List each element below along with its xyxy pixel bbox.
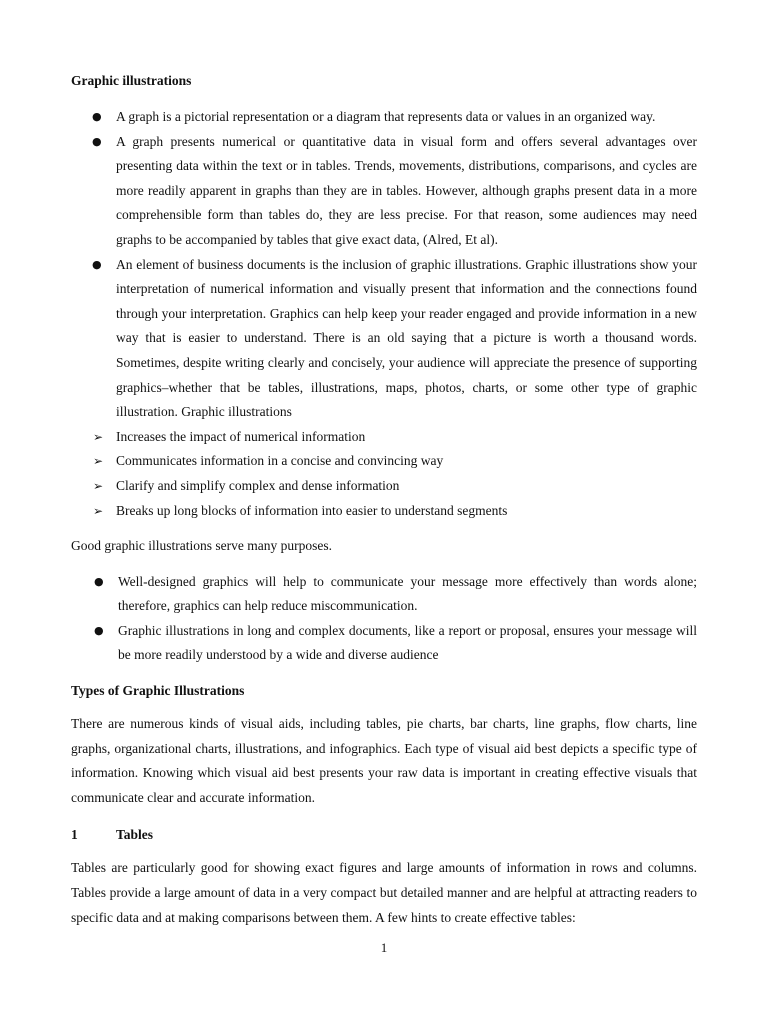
bullet-dot-icon: ● <box>92 257 102 271</box>
list-item <box>71 570 697 619</box>
list-item-text: Increases the impact of numerical information <box>116 428 366 444</box>
list-item-text: Graphic illustrations in long and complex documents, like a report or proposal, ensures your message will be more readily understood by a wide and diverse audience <box>118 622 697 663</box>
section-number: 1 <box>71 827 78 843</box>
bullet-dot-icon: ● <box>92 134 102 148</box>
list-item-text: An element of business documents is the inclusion of graphic illustrations. Graphic illustrations show your interpretation of numerical information and visually present that information and the connections found through your interpretation. Graphics can help keep your reader engaged and provide information in a new way that is easier to understand. There is an old saying that a picture is worth a thousand words. Sometimes, despite writing clearly and concisely, your audience will appreciate the presence of supporting graphics–whether that be tables, illustrations, maps, photos, charts, or some other type of graphic illustration. Graphic illustrations <box>116 256 697 420</box>
bullet-dot-icon: ● <box>92 110 102 123</box>
bullet-dot-icon: ● <box>94 623 104 637</box>
section-heading <box>71 823 697 847</box>
page-number: 1 <box>380 940 388 955</box>
arrow-bullet-list <box>71 425 697 523</box>
list-item <box>71 449 697 474</box>
list-item-text: Communicates information in a concise and convincing way <box>116 453 444 469</box>
bullet-dot-icon: ● <box>94 574 104 588</box>
section-title: Tables <box>116 827 154 843</box>
arrow-bullet-icon: ➢ <box>93 478 104 493</box>
purposes-bullet-list <box>71 570 697 668</box>
list-item <box>71 619 697 668</box>
list-item-text: A graph presents numerical or quantitative data in visual form and offers several advantages over presenting data within the text or in tables. Trends, movements, distributions, comparisons, and cycles are more readily apparent in graphs than they are in tables. However, although graphs present data in a more comprehensible form than tables do, they are less precise. For that reason, some audiences may need graphs to be accompanied by tables that give exact data, (Alred, Et al). <box>116 133 697 247</box>
list-item <box>71 474 697 499</box>
purposes-intro: Good graphic illustrations serve many purposes. <box>71 538 332 554</box>
arrow-bullet-icon: ➢ <box>93 503 104 518</box>
arrow-bullet-icon: ➢ <box>93 454 104 469</box>
types-heading: Types of Graphic Illustrations <box>71 683 245 699</box>
list-item <box>71 130 697 253</box>
types-paragraph: There are numerous kinds of visual aids, including tables, pie charts, bar charts, line graphs, flow charts, line graphs, organizational charts, illustrations, and infographics. Each type of visual aid best depicts a specific type of information. Knowing which visual aid best presents your raw data is important in creating effective visuals that communicate clear and accurate information. <box>71 716 697 805</box>
intro-bullet-list <box>71 105 697 425</box>
list-item <box>71 425 697 450</box>
arrow-bullet-icon: ➢ <box>93 429 104 444</box>
list-item-text: Breaks up long blocks of information into easier to understand segments <box>116 502 508 518</box>
list-item <box>71 253 697 425</box>
list-item-text: Well-designed graphics will help to communicate your message more effectively than words alone; therefore, graphics can help reduce miscommunication. <box>118 573 697 614</box>
tables-paragraph: Tables are particularly good for showing exact figures and large amounts of information in rows and columns. Tables provide a large amount of data in a very compact but detailed manner and are helpful at attracting readers to specific data and at making comparisons between them. A few hints to create effective tables: <box>71 860 697 925</box>
list-item <box>71 105 697 130</box>
page-title: Graphic illustrations <box>71 73 192 88</box>
list-item <box>71 499 697 524</box>
list-item-text: A graph is a pictorial representation or a diagram that represents data or values in an organized way. <box>116 109 656 124</box>
list-item-text: Clarify and simplify complex and dense information <box>116 477 400 493</box>
